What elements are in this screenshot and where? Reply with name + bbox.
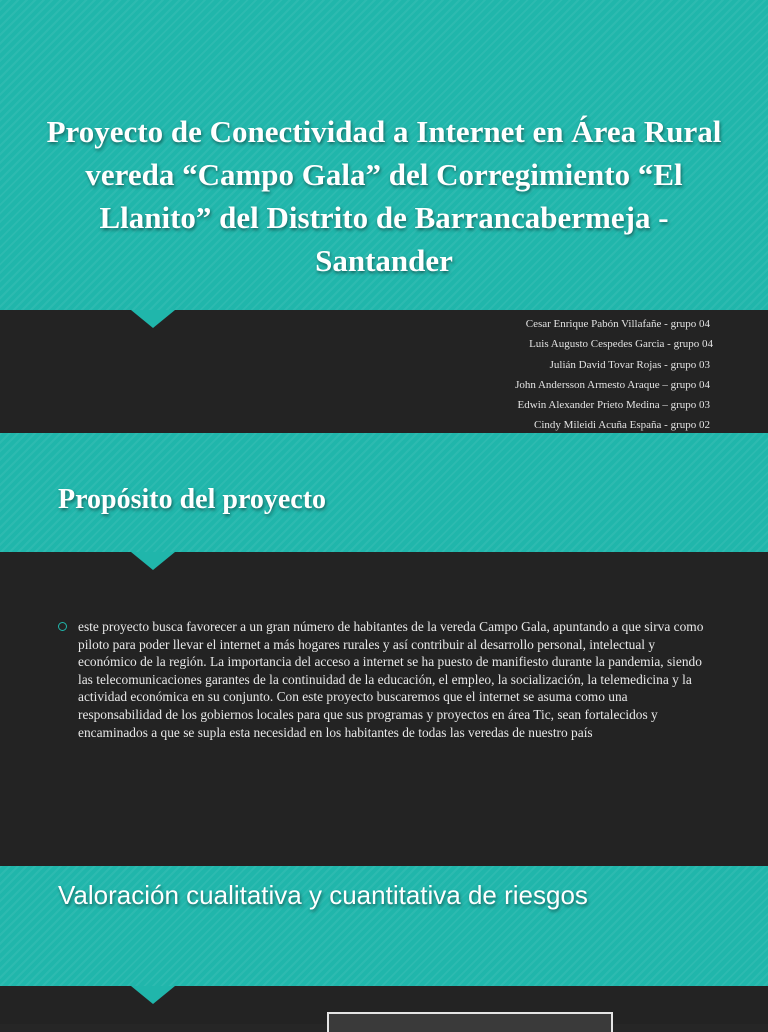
bullet-circle-icon [58,622,67,631]
author-item: Julián David Tovar Rojas - grupo 03 [549,358,710,371]
slide3-notch [131,986,175,1004]
author-item: Cindy Mileidi Acuña España - grupo 02 [534,419,710,432]
slide1-title: Proyecto de Conectividad a Internet en Área Rural vereda “Campo Gala” del Corregimiento “El Llanito” del Distrito de Barrancabermeja - Santander [46,114,722,278]
slide2-title: Propósito del proyecto [58,484,327,515]
slide1-notch [131,310,175,328]
author-item: Cesar Enrique Pabón Villafañe - grupo 04 [525,318,710,330]
bullet-text: este proyecto busca favorecer a un gran número de habitantes de la vereda Campo Gala, apuntando a que sirva como piloto para poder llevar el internet a más hogares rurales y así contribuir al desarrollo personal, intelectual y económico de la región. La importancia del acceso a internet se ha puesto de manifiesto durante la pandemia, siendo las telecomunicaciones garantes de la continuidad de la educación, el empleo, la socialización, la telemedicina y la actividad económica en su conjunto. Con este proyecto buscaremos que el internet se asuma como una responsabilidad de los gobiernos locales para que sus programas y proyectos en área Tic, sean fortalecidos y encaminados a que se supla esta necesidad en los habitantes de todas las veredas de nuestro país [78,619,704,740]
author-item: John Andersson Armesto Araque – grupo 04 [515,378,710,391]
slide3-image-frame [327,1012,613,1032]
author-list [515,314,713,436]
slide3-title: Valoración cualitativa y cuantitativa de riesgos [58,880,588,910]
bullet-item [58,618,714,741]
author-item: Luis Augusto Cespedes Garcia - grupo 04 [529,338,713,351]
slide2-notch [131,552,175,570]
author-item: Edwin Alexander Prieto Medina – grupo 03 [517,399,710,412]
